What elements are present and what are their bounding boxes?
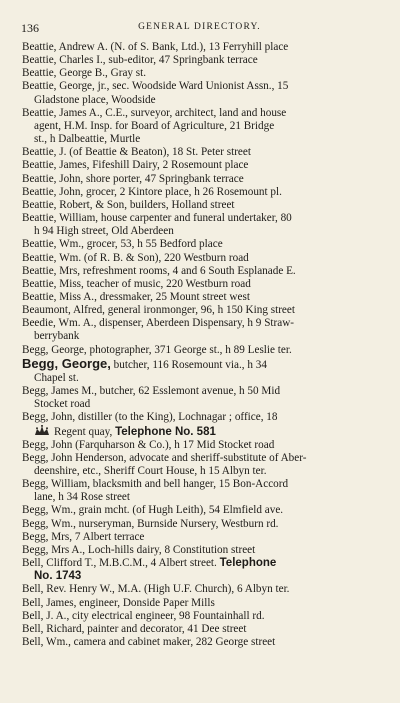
directory-entry: Bell, Wm., camera and cabinet maker, 282 George street	[22, 636, 276, 649]
directory-entry: Beattie, Wm., grocer, 53, h 55 Bedford place	[22, 238, 223, 251]
directory-entry: Beattie, J. (of Beattie & Beaton), 18 St. Peter street	[22, 146, 251, 159]
directory-entry: Beattie, George B., Gray st.	[22, 67, 147, 80]
directory-entry: Beedie, Wm. A., dispenser, Aberdeen Dispensary, h 9 Straw- berrybank	[22, 317, 295, 343]
directory-entry: Bell, J. A., city electrical engineer, 98 Fountainhall rd.	[22, 609, 265, 622]
featured-name: Begg, George,	[22, 355, 111, 371]
directory-entry: Beattie, William, house carpenter and funeral undertaker, 80 h 94 High street, Old Aberdeen	[22, 212, 292, 238]
directory-entry: Bell, Richard, painter and decorator, 41 Dee street	[22, 622, 247, 635]
running-head: GENERAL DIRECTORY.	[138, 22, 261, 32]
directory-entry: Begg, John, distiller (to the King), Lochnagar ; office, 18 Regent quay, Telephone No. 581	[22, 411, 278, 438]
telephone-number: No. 1743	[34, 570, 82, 583]
directory-entry: Beattie, Andrew A. (N. of S. Bank, Ltd.), 13 Ferryhill place	[22, 41, 289, 53]
directory-entry: Begg, John Henderson, advocate and sheriff-substitute of Aber- deenshire, etc., Sheriff Court House, h 15 Albyn ter.	[22, 451, 307, 477]
directory-entry: Begg, George, photographer, 371 George st., h 89 Leslie ter.	[22, 343, 292, 356]
directory-entry: Beattie, John, grocer, 2 Kintore place, h 26 Rosemount pl.	[22, 185, 282, 198]
page-number: 136	[21, 21, 39, 35]
directory-entry: Begg, Mrs, 7 Albert terrace	[22, 530, 145, 543]
telephone-number: Telephone No. 581	[115, 425, 216, 438]
directory-entry: Bell, James, engineer, Donside Paper Mills	[22, 596, 215, 609]
directory-entry: Beattie, James A., C.E., surveyor, architect, land and house agent, H.M. Insp. for Board of Agriculture, 21 Bridge st., h Dalbeattie, Murtle	[22, 106, 287, 146]
directory-entry: Beattie, Miss A., dressmaker, 25 Mount street west	[22, 290, 250, 303]
directory-entry: Beattie, Miss, teacher of music, 220 Westburn road	[22, 277, 251, 290]
directory-entry: Beattie, Robert, & Son, builders, Holland street	[22, 198, 235, 211]
directory-entries	[22, 41, 388, 649]
directory-entry: Begg, John (Farquharson & Co.), h 17 Mid Stocket road	[22, 438, 275, 451]
directory-entry-featured: Begg, George, butcher, 116 Rosemount via., h 34 Chapel st.	[22, 355, 267, 384]
directory-entry: Beattie, Charles I., sub-editor, 47 Springbank terrace	[22, 54, 258, 67]
page-header	[21, 21, 378, 35]
directory-entry: Begg, James M., butcher, 62 Esslemont avenue, h 50 Mid Stocket road	[22, 385, 281, 411]
directory-entry: Beattie, James, Fifeshill Dairy, 2 Rosemount place	[22, 159, 249, 172]
directory-entry: Begg, Wm., nurseryman, Burnside Nursery, Westburn rd.	[22, 517, 279, 530]
directory-entry: Begg, Wm., grain mcht. (of Hugh Leith), 54 Elmfield ave.	[22, 504, 284, 517]
directory-entry: Beattie, Mrs, refreshment rooms, 4 and 6 South Esplanade E.	[22, 264, 296, 277]
directory-entry: Begg, William, blacksmith and bell hanger, 15 Bon-Accord lane, h 34 Rose street	[22, 478, 289, 504]
telephone-label: Telephone	[219, 557, 277, 570]
royal-crest-icon	[34, 425, 50, 436]
directory-entry: Beattie, John, shore porter, 47 Springbank terrace	[22, 172, 244, 185]
directory-entry: Beaumont, Alfred, general ironmonger, 96, h 150 King street	[22, 304, 295, 317]
directory-entry: Bell, Clifford T., M.B.C.M., 4 Albert street. Telephone No. 1743	[22, 557, 277, 583]
directory-entry: Bell, Rev. Henry W., M.A. (High U.F. Church), 6 Albyn ter.	[22, 583, 290, 596]
directory-entry: Beattie, George, jr., sec. Woodside Ward Unionist Assn., 15 Gladstone place, Woodside	[22, 80, 289, 106]
directory-entry: Begg, Mrs A., Loch-hills dairy, 8 Constitution street	[22, 543, 256, 556]
directory-entry: Beattie, Wm. (of R. B. & Son), 220 Westburn road	[22, 251, 249, 264]
